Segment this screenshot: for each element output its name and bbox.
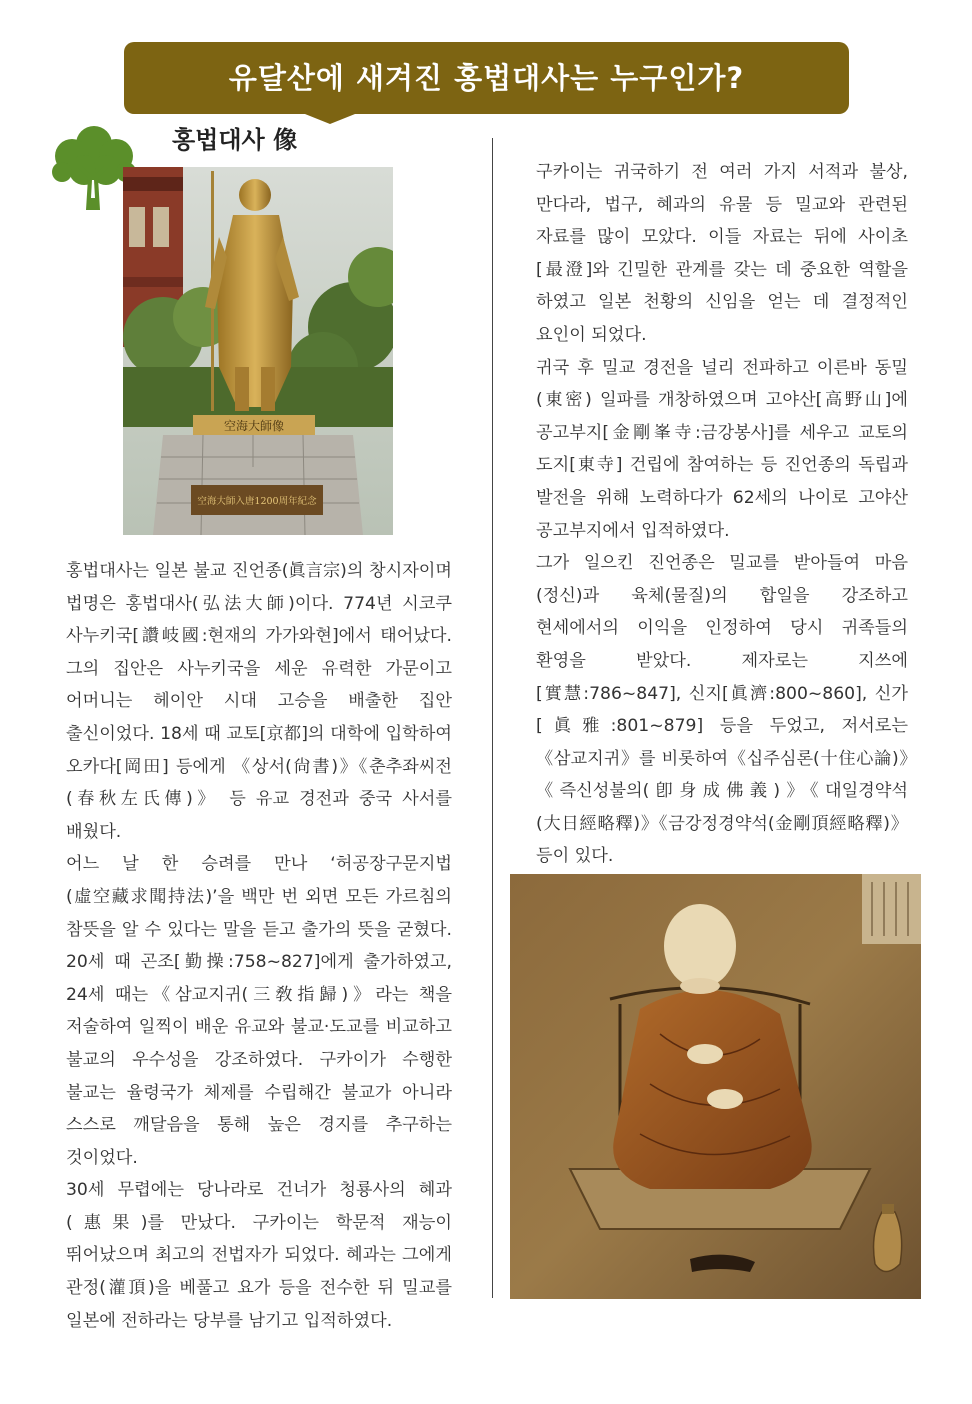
right-column (536, 156, 908, 873)
right-paragraph-3: 그가 일으킨 진언종은 밀교를 받아들여 마음(정신)과 육체(물질)의 합일을 강조하고 현세에서의 이익을 인정하여 당시 귀족들의 환영을 받았다. 제자로는 지쓰에[實慧:786~847], 신지[眞濟:800~860], 신가[眞雅:801~879] 등을 두었고, 저서로는《삼교지귀》를 비롯하여《십주심론(十住心論)》《즉신성불의(卽身成佛義)》《대일경약석(大日經略釋)》《금강정경약석(金剛頂經略釋)》 등이 있다. (536, 553, 908, 867)
banner-pointer (300, 112, 360, 126)
left-column (66, 555, 452, 1337)
statue-plaque-top: 空海大師像 (223, 419, 285, 433)
left-paragraph-3: 30세 무렵에는 당나라로 건너가 청룡사의 혜과(惠果)를 만났다. 구카이는 학문적 재능이 뛰어났으며 최고의 전법자가 되었다. 혜과는 그에게 관정(灌頂)을 베풀고 요가 등을 전수한 뒤 밀교를 일본에 전하라는 당부를 남기고 입적하였다. (66, 1180, 452, 1331)
right-paragraph-2: 귀국 후 밀교 경전을 널리 전파하고 이른바 동밀(東密) 일파를 개창하였으며 고야산[高野山]에 공고부지[金剛峯寺:금강봉사]를 세우고 교토의 도지[東寺] 건립에 참여하는 등 진언종의 독립과 발전을 위해 노력하다가 62세의 나이로 고야산 공고부지에서 입적하였다. (536, 357, 908, 541)
figure-caption: 홍법대사 像 (172, 126, 298, 154)
left-paragraph-2: 어느 날 한 승려를 만나 ‘허공장구문지법(虛空藏求聞持法)’을 백만 번 외면 모든 가르침의 참뜻을 알 수 있다는 말을 듣고 출가의 뜻을 굳혔다. 20세 때 곤조[勤操:758~827]에게 출가하였고, 24세 때는《삼교지귀(三敎指歸)》라는 책을 저술하여 일찍이 배운 유교와 불교·도교를 비교하고 불교의 우수성을 강조하였다. 구카이가 수행한 불교는 율령국가 체제를 수립해간 불교가 아니라 스스로 깨달음을 통해 높은 경지를 추구하는 것이었다. (66, 854, 452, 1168)
left-paragraph-1: 홍법대사는 일본 불교 진언종(眞言宗)의 창시자이며 법명은 홍법대사(弘法大師)이다. 774년 시코쿠 사누키국[讚岐國:현재의 가가와현]에서 태어났다. 그의 집안은 사누키국을 세운 유력한 가문이고 어머니는 헤이안 시대 고승을 배출한 집안 출신이었다. 18세 때 교토[京都]의 대학에 입학하여 오카다[岡田] 등에게 《상서(尙書)》《춘추좌씨전(春秋左氏傳)》 등 유교 경전과 중국 사서를 배웠다. (66, 561, 452, 842)
statue-photo (123, 167, 393, 535)
column-divider (492, 138, 493, 1298)
page-title: 유달산에 새겨진 홍법대사는 누구인가? (228, 61, 745, 95)
statue-plaque-bottom: 空海大師入唐1200周年紀念 (197, 496, 317, 507)
right-paragraph-1: 구카이는 귀국하기 전 여러 가지 서적과 불상, 만다라, 법구, 혜과의 유물 등 밀교와 관련된 자료를 많이 모았다. 이들 자료는 뒤에 사이초[最澄]와 긴밀한 관계를 갖는 데 중요한 역할을 하였고 일본 천황의 신임을 얻는 데 결정적인 요인이 되었다. (536, 162, 908, 345)
portrait-painting (510, 874, 921, 1299)
title-banner (124, 42, 849, 114)
